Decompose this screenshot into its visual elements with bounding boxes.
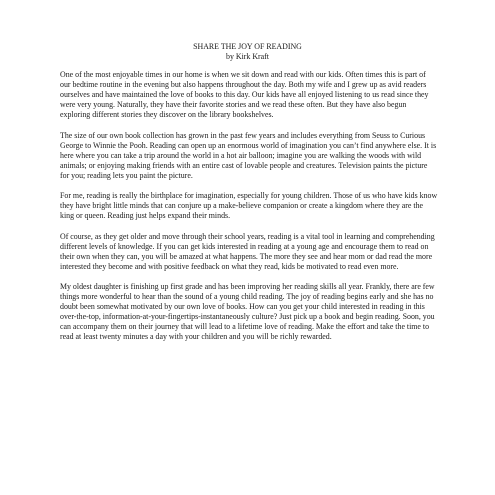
paragraph-1: One of the most enjoyable times in our home is when we sit down and read with our kids. Often times this is part of our bedtime routine in the evening but also happens throughout the day. Both my wife and I grew up as avid readers ourselves and have maintained the love of books to this day. Our kids have all enjoyed listening to us read since they were very young. Naturally, they have their favorite stories and we read these often. But they have also begun exploring different stories they discover on the library bookshelves. bbox=[60, 70, 429, 120]
document-header bbox=[0, 42, 495, 62]
paragraph-3: For me, reading is really the birthplace for imagination, especially for young children. Those of us who have kids know they have bright little minds that can conjure up a make-believe companion or create a kingdom where they are the king or queen. Reading just helps expand their minds. bbox=[60, 191, 438, 221]
paragraph-4: Of course, as they get older and move through their school years, reading is a vital tool in learning and comprehending different levels of knowledge. If you can get kids interested in reading at a young age and encourage them to read on their own when they can, you will be amazed at what happens. The more they see and hear mom or dad read the more interested they become and with positive feedback on what they read, kids be motivated to read even more. bbox=[60, 231, 435, 271]
document-title: SHARE THE JOY OF READING bbox=[193, 42, 302, 51]
document-byline: by Kirk Kraft bbox=[226, 52, 269, 61]
document-body bbox=[60, 70, 438, 353]
paragraph-5: My oldest daughter is finishing up first grade and has been improving her reading skills all year. Frankly, there are few things more wonderful to hear than the sound of a young child reading. The joy of reading begins early and she has no doubt been somewhat motivated by our own love of books. How can you get your child interested in reading in this over-the-top, information-at-your-fingertips-instantaneously culture? Just pick up a book and begin reading. Soon, you can accompany them on their journey that will lead to a lifetime love of reading. Make the effort and take the time to read at least twenty minutes a day with your children and you will be richly rewarded. bbox=[60, 281, 435, 342]
paragraph-2: The size of our own book collection has grown in the past few years and includes everything from Seuss to Curious George to Winnie the Pooh. Reading can open up an enormous world of imagination you can’t find anywhere else. It is here where you can take a trip around the world in a hot air balloon; imagine you are walking the woods with wild animals; or enjoying making friends with an entire cast of lovable people and creatures. Television paints the picture for you; reading lets you paint the picture. bbox=[60, 130, 437, 180]
